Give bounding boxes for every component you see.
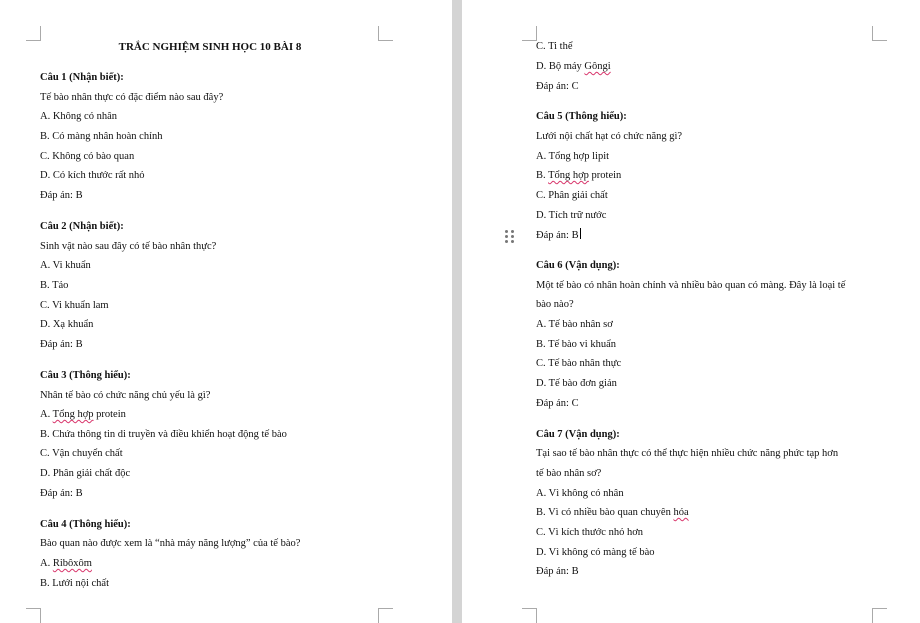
question-2-option-a: A. Vi khuẩn bbox=[40, 260, 91, 271]
document-page-left[interactable] bbox=[0, 0, 452, 623]
option-prefix: B. Vì có nhiều bào quan chuyên bbox=[536, 507, 674, 518]
margin-corner-top-left bbox=[26, 26, 41, 41]
question-1-option-a: A. Không có nhân bbox=[40, 111, 117, 122]
question-6-option-d: D. Tế bào đơn giản bbox=[536, 378, 617, 389]
question-4-option-c: C. Ti thể bbox=[536, 41, 573, 52]
question-4-answer: Đáp án: C bbox=[536, 81, 579, 92]
question-7-option-a: A. Vì không có nhân bbox=[536, 488, 624, 499]
spellcheck-word[interactable]: hóa bbox=[673, 507, 689, 518]
question-6-answer: Đáp án: C bbox=[536, 398, 579, 409]
option-prefix: A. bbox=[40, 558, 53, 569]
question-2-text: Sinh vật nào sau đây có tế bào nhân thực? bbox=[40, 241, 217, 252]
question-4-text: Bào quan nào được xem là “nhà máy năng lượng” của tế bào? bbox=[40, 538, 301, 549]
question-6-text-line-2: bào nào? bbox=[536, 299, 574, 310]
question-2-answer: Đáp án: B bbox=[40, 339, 83, 350]
question-6-heading: Câu 6 (Vận dụng): bbox=[536, 260, 620, 271]
option-prefix: A. bbox=[40, 409, 53, 420]
question-6-option-b: B. Tế bào vi khuẩn bbox=[536, 339, 617, 350]
spellcheck-word[interactable]: Tổng hợp bbox=[52, 409, 94, 420]
question-5-answer[interactable] bbox=[536, 228, 581, 243]
margin-corner-bottom-right bbox=[378, 608, 393, 623]
question-3-option-b: B. Chứa thông tin di truyền và điều khiển hoạt động tế bào bbox=[40, 429, 287, 440]
page-gap bbox=[452, 0, 462, 623]
option-rest: protein bbox=[93, 409, 126, 420]
question-5-option-a: A. Tổng hợp lipit bbox=[536, 151, 610, 162]
question-4-heading: Câu 4 (Thông hiểu): bbox=[40, 519, 131, 530]
question-5-option-b bbox=[536, 169, 621, 183]
question-3-option-c: C. Vận chuyển chất bbox=[40, 448, 123, 459]
option-rest: protein bbox=[588, 170, 622, 181]
spellcheck-word[interactable]: Gôngi bbox=[584, 61, 611, 72]
question-3-text: Nhân tế bào có chức năng chủ yếu là gì? bbox=[40, 390, 211, 401]
question-5-heading: Câu 5 (Thông hiểu): bbox=[536, 111, 627, 122]
question-1-option-c: C. Không có bào quan bbox=[40, 151, 135, 162]
question-1-option-d: D. Có kích thước rất nhỏ bbox=[40, 170, 145, 181]
spellcheck-word[interactable]: Tổng hợp bbox=[548, 170, 589, 181]
question-2-heading: Câu 2 (Nhận biết): bbox=[40, 221, 124, 232]
document-page-right[interactable] bbox=[462, 0, 920, 623]
question-7-answer: Đáp án: B bbox=[536, 566, 579, 577]
question-5-text: Lưới nội chất hạt có chức năng gì? bbox=[536, 131, 683, 142]
question-7-heading: Câu 7 (Vận dụng): bbox=[536, 429, 620, 440]
margin-corner-bottom-left bbox=[522, 608, 537, 623]
question-6-option-c: C. Tế bào nhân thực bbox=[536, 358, 622, 369]
question-2-option-b: B. Tảo bbox=[40, 280, 69, 291]
margin-corner-top-left bbox=[522, 26, 537, 41]
question-6-text-line-1: Một tế bào có nhân hoàn chỉnh và nhiều bào quan có màng. Đây là loại tế bbox=[536, 280, 846, 291]
question-7-option-c: C. Vì kích thước nhỏ hơn bbox=[536, 527, 644, 538]
option-prefix: B. bbox=[536, 170, 549, 181]
margin-corner-top-right bbox=[872, 26, 887, 41]
question-2-option-c: C. Vi khuẩn lam bbox=[40, 300, 109, 311]
question-7-text-line-2: tế bào nhân sơ? bbox=[536, 468, 602, 479]
question-5-option-c: C. Phân giải chất bbox=[536, 190, 608, 201]
question-4-option-a bbox=[40, 557, 92, 571]
question-6-option-a: A. Tế bào nhân sơ bbox=[536, 319, 613, 330]
question-3-answer: Đáp án: B bbox=[40, 488, 83, 499]
text-cursor bbox=[580, 228, 581, 239]
question-7-option-d: D. Vì không có màng tế bào bbox=[536, 547, 655, 558]
margin-corner-top-right bbox=[378, 26, 393, 41]
option-prefix: D. Bộ máy bbox=[536, 61, 585, 72]
spellcheck-word[interactable]: Ribôxôm bbox=[52, 558, 92, 569]
question-7-option-b bbox=[536, 506, 689, 520]
margin-corner-bottom-right bbox=[872, 608, 887, 623]
question-7-text-line-1: Tại sao tế bào nhân thực có thể thực hiện nhiều chức năng phức tạp hơn bbox=[536, 448, 839, 459]
question-1-text: Tế bào nhân thực có đặc điểm nào sau đây? bbox=[40, 92, 224, 103]
question-5-option-d: D. Tích trữ nước bbox=[536, 210, 607, 221]
margin-corner-bottom-left bbox=[26, 608, 41, 623]
question-3-option-d: D. Phân giải chất độc bbox=[40, 468, 131, 479]
drag-handle-icon[interactable] bbox=[505, 230, 515, 244]
question-1-option-b: B. Có màng nhân hoàn chỉnh bbox=[40, 131, 163, 142]
question-4-option-d bbox=[536, 60, 611, 74]
question-2-option-d: D. Xạ khuẩn bbox=[40, 319, 94, 330]
answer-text: Đáp án: B bbox=[536, 230, 579, 241]
question-3-option-a bbox=[40, 408, 126, 422]
question-1-answer: Đáp án: B bbox=[40, 190, 83, 201]
question-3-heading: Câu 3 (Thông hiểu): bbox=[40, 370, 131, 381]
document-title: TRẮC NGHIỆM SINH HỌC 10 BÀI 8 bbox=[118, 41, 302, 53]
question-4-option-b: B. Lưới nội chất bbox=[40, 578, 109, 589]
question-1-heading: Câu 1 (Nhận biết): bbox=[40, 72, 124, 83]
